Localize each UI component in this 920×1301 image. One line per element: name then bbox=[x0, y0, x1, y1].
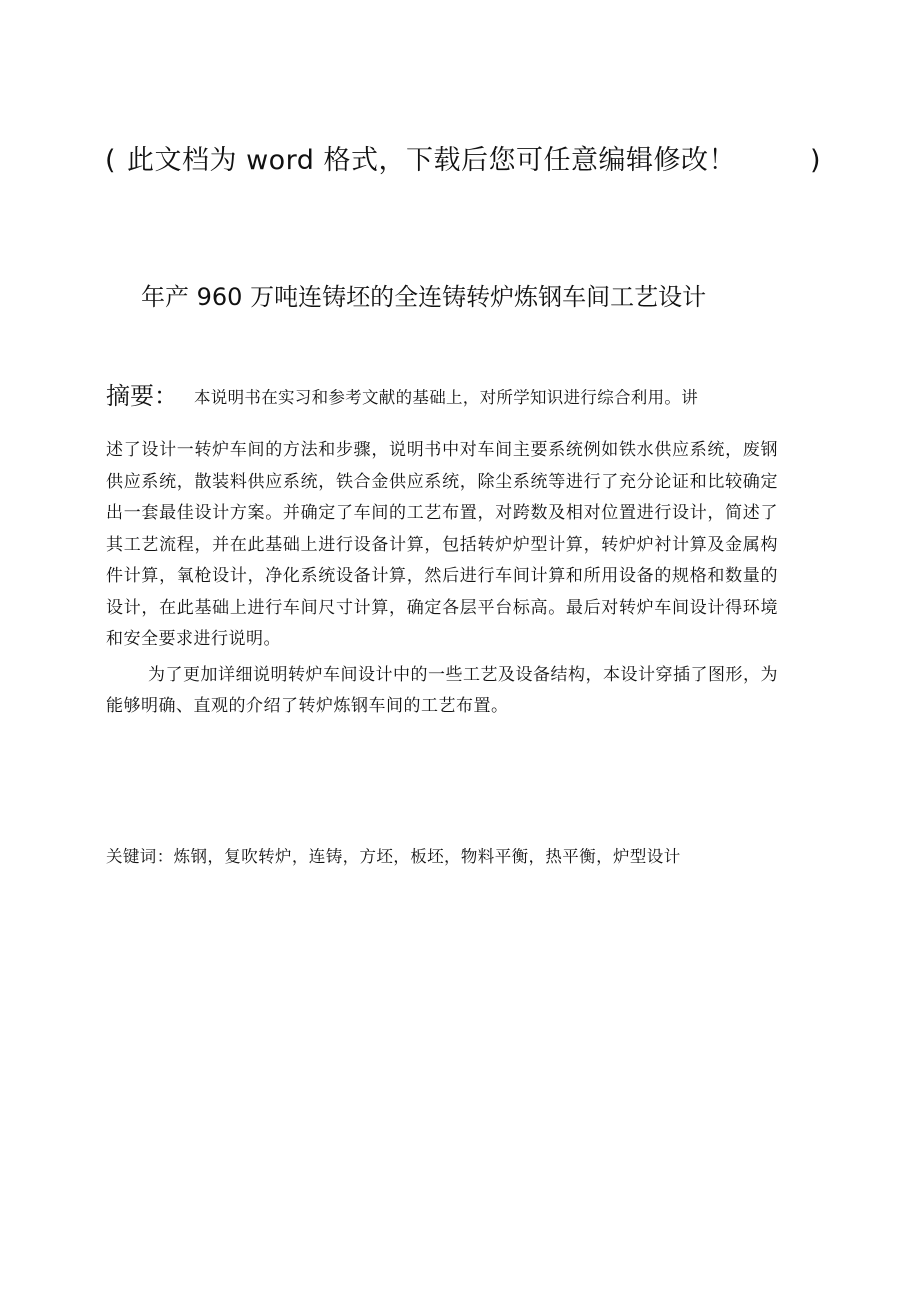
abstract-heading-line bbox=[106, 378, 796, 414]
abstract-paragraph-1: 述了设计一转炉车间的方法和步骤，说明书中对车间主要系统例如铁水供应系统，废钢供应系统，散装料供应系统，铁合金供应系统，除尘系统等进行了充分论证和比较确定出一套最佳设计方案。并确定了车间的工艺布置，对跨数及相对位置进行设计，简述了其工艺流程，并在此基础上进行设备计算，包括转炉炉型计算，转炉炉衬计算及金属构件计算，氧枪设计，净化系统设备计算，然后进行车间计算和所用设备的规格和数量的设计，在此基础上进行车间尺寸计算，确定各层平台标高。最后对转炉车间设计得环境和安全要求进行说明。 bbox=[106, 440, 778, 649]
notice-text: 此文档为 word 格式，下载后您可任意编辑修改！ bbox=[127, 145, 737, 176]
notice-open-paren: ( bbox=[105, 145, 116, 176]
format-notice bbox=[105, 141, 825, 181]
abstract-label: 摘要： bbox=[106, 382, 178, 410]
document-title: 年产 960 万吨连铸坯的全连铸转炉炼钢车间工艺设计 bbox=[141, 283, 707, 311]
notice-close-paren: ) bbox=[810, 145, 821, 176]
abstract-paragraph-2: 为了更加详细说明转炉车间设计中的一些工艺及设备结构，本设计穿插了图形，为能够明确、直观的介绍了转炉炼钢车间的工艺布置。 bbox=[106, 664, 778, 716]
abstract-first-line: 本说明书在实习和参考文献的基础上，对所学知识进行综合利用。讲 bbox=[194, 388, 698, 407]
keywords-line: 关键词：炼钢，复吹转炉，连铸，方坯，板坯，物料平衡，热平衡，炉型设计 bbox=[106, 847, 681, 866]
abstract-section bbox=[106, 378, 796, 723]
